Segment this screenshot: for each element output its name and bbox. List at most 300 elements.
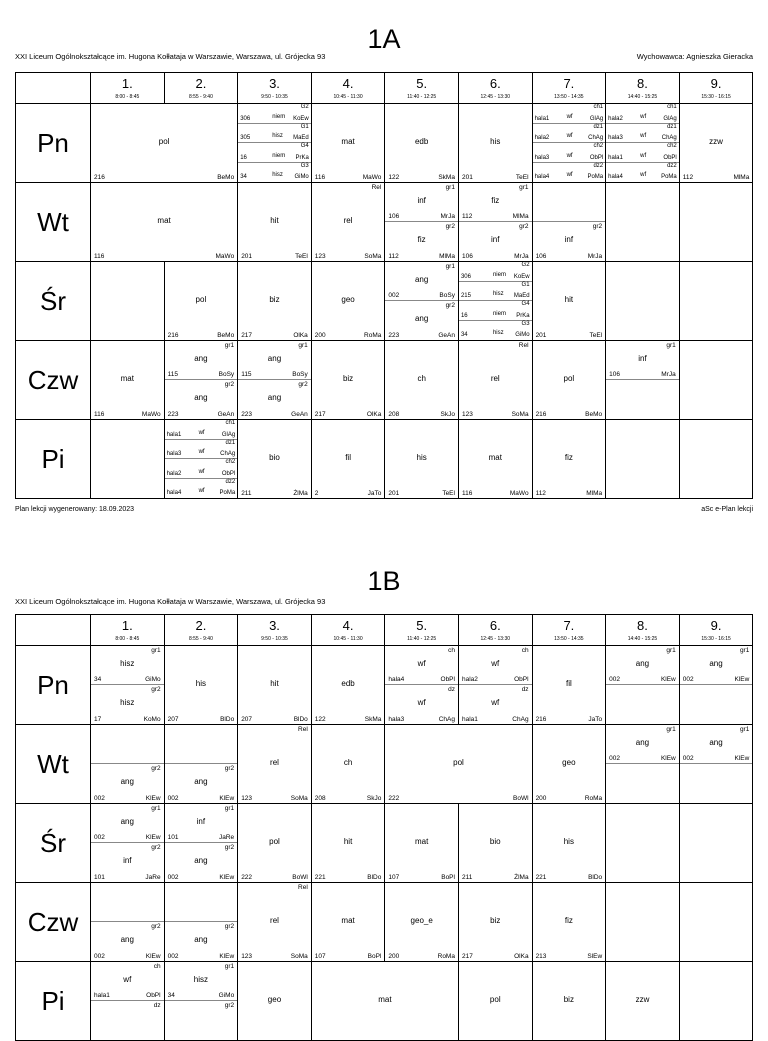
period-number: 6. — [489, 618, 501, 633]
lesson-teacher: SkJo — [440, 411, 455, 418]
lesson-cell — [679, 420, 753, 499]
period-time: 12:45 - 13:30 — [480, 94, 510, 100]
lesson-subject: ang — [194, 776, 208, 786]
lesson-teacher: BoPl — [441, 874, 455, 881]
lesson-block — [459, 104, 532, 182]
lesson-subject: pol — [269, 837, 280, 846]
lesson-room: 116 — [461, 490, 473, 497]
lesson-room: 107 — [388, 874, 400, 881]
period-header — [532, 615, 606, 646]
lesson-block — [533, 646, 606, 724]
lesson-room: 115 — [167, 371, 178, 378]
lesson-teacher: BlDo — [367, 874, 382, 881]
lesson-teacher: OlKa — [293, 332, 308, 339]
lesson-subject: hisz — [120, 697, 135, 707]
lesson-subject: wf — [566, 172, 573, 178]
period-header — [164, 73, 238, 104]
lesson-room: 106 — [609, 371, 621, 378]
lesson-teacher: TeEl — [295, 253, 308, 260]
lesson-cell — [311, 962, 458, 1041]
lesson-block — [533, 222, 606, 261]
lesson-teacher: KlEw — [219, 874, 235, 881]
period-time: 14:40 - 15:25 — [627, 94, 658, 100]
lesson-room: 106 — [461, 253, 473, 260]
lesson-room: hala2 — [461, 676, 478, 683]
day-name: Pn — [16, 104, 91, 183]
lesson-subject: geo — [341, 295, 355, 304]
lesson-teacher: MaWo — [215, 253, 235, 260]
day-name: Czw — [16, 883, 91, 962]
lesson-block — [165, 804, 238, 843]
lesson-subject: ang — [120, 776, 134, 786]
period-number: 2. — [195, 618, 207, 633]
lesson-room: 207 — [241, 716, 253, 723]
lesson-block — [680, 725, 753, 764]
lesson-subject: wf — [417, 658, 426, 668]
lesson-cell — [164, 804, 238, 883]
lesson-cell — [679, 104, 753, 183]
lesson-block — [533, 883, 606, 961]
lesson-subject: pol — [195, 295, 207, 304]
lesson-teacher: KoEw — [293, 115, 309, 122]
lesson-teacher: PrKa — [516, 312, 530, 319]
period-header-row — [16, 73, 753, 104]
lesson-room: 201 — [535, 332, 547, 339]
lesson-block — [533, 341, 606, 419]
lesson-cell — [311, 883, 385, 962]
period-header — [606, 73, 680, 104]
lesson-block — [385, 420, 458, 498]
period-time: 10:45 - 11:30 — [333, 636, 363, 642]
lesson-room: hala2 — [534, 135, 550, 141]
period-header — [238, 73, 312, 104]
lesson-block — [165, 883, 238, 922]
lesson-cell — [679, 646, 753, 725]
lesson-cell — [311, 341, 385, 420]
lesson-room: 211 — [461, 874, 473, 881]
lesson-teacher: KlEw — [734, 676, 750, 683]
lesson-block — [606, 685, 679, 724]
lesson-room: 207 — [167, 716, 179, 723]
lesson-teacher: ChAg — [438, 716, 455, 723]
lesson-subject: biz — [269, 295, 280, 304]
lesson-cell — [606, 804, 680, 883]
period-number: 1. — [121, 76, 133, 91]
lesson-room: 002 — [609, 755, 621, 762]
lesson-teacher: BlDo — [588, 874, 603, 881]
lesson-group: dz1 — [593, 123, 604, 130]
lesson-block — [238, 124, 311, 144]
lesson-block — [385, 725, 531, 803]
lesson-room: 2 — [314, 490, 319, 497]
lesson-subject: ang — [120, 934, 134, 944]
lesson-cell — [606, 962, 680, 1041]
lesson-cell — [238, 883, 312, 962]
lesson-teacher: JaTo — [588, 716, 603, 723]
lesson-block — [238, 420, 311, 498]
lesson-room: 34 — [94, 676, 102, 683]
lesson-room: 223 — [241, 411, 253, 418]
day-row — [16, 420, 753, 499]
lesson-cell — [238, 341, 312, 420]
lesson-cell — [679, 883, 753, 962]
lesson-cell — [532, 646, 606, 725]
period-header — [91, 615, 165, 646]
period-header — [679, 73, 753, 104]
lesson-block — [459, 321, 532, 340]
lesson-group: gr2 — [224, 381, 235, 388]
lesson-subject: mat — [157, 216, 171, 225]
lesson-teacher: BoSy — [292, 371, 308, 378]
lesson-group: Rel — [298, 884, 308, 891]
lesson-block — [165, 646, 238, 724]
lesson-block — [606, 163, 679, 182]
period-header — [238, 615, 312, 646]
lesson-cell — [164, 262, 238, 341]
lesson-group: gr2 — [445, 302, 455, 309]
lesson-room: 211 — [241, 490, 252, 497]
lesson-teacher: SlEw — [587, 953, 603, 960]
period-header — [91, 73, 165, 104]
lesson-block — [533, 124, 606, 144]
period-header — [532, 73, 606, 104]
lesson-block — [459, 962, 532, 1040]
lesson-subject: geo — [267, 995, 282, 1004]
lesson-subject: fil — [565, 679, 572, 688]
lesson-subject: ch — [343, 758, 353, 767]
lesson-subject: niem — [272, 113, 286, 120]
lesson-block — [91, 104, 237, 182]
lesson-subject: mat — [415, 837, 429, 846]
lesson-block — [91, 883, 164, 922]
lesson-subject: biz — [342, 374, 354, 383]
lesson-room: 16 — [460, 312, 468, 319]
corner-cell — [16, 615, 91, 646]
lesson-group: gr2 — [445, 223, 455, 230]
lesson-teacher: ObPl — [514, 676, 529, 683]
lesson-group: dz — [448, 686, 455, 693]
day-row — [16, 804, 753, 883]
lesson-group: G3 — [300, 162, 309, 169]
lesson-block — [385, 222, 458, 261]
lesson-group: gr2 — [151, 686, 161, 693]
lesson-room: 306 — [240, 115, 251, 122]
lesson-teacher: BlDo — [220, 716, 235, 723]
lesson-teacher: BoSy — [218, 371, 235, 378]
day-name: Pi — [16, 962, 91, 1041]
lesson-block — [91, 922, 164, 961]
lesson-subject: ang — [635, 737, 650, 747]
lesson-group: gr1 — [151, 647, 161, 654]
lesson-group: gr1 — [666, 726, 676, 733]
lesson-block — [238, 962, 311, 1040]
lesson-cell — [385, 883, 459, 962]
lesson-group: ch1 — [225, 420, 236, 426]
lesson-room: 200 — [535, 795, 547, 802]
lesson-room: 101 — [167, 834, 179, 841]
lesson-teacher: KlEw — [660, 676, 676, 683]
period-time: 15:30 - 16:15 — [701, 636, 731, 642]
period-number: 8. — [637, 618, 648, 633]
lesson-subject: wf — [198, 429, 205, 436]
period-number: 4. — [342, 618, 354, 633]
lesson-subject: wf — [566, 152, 573, 159]
lesson-cell — [532, 420, 606, 499]
corner-cell — [16, 73, 91, 104]
class-title: 1B — [367, 566, 401, 596]
period-header — [164, 615, 238, 646]
period-time: 13:50 - 14:35 — [554, 636, 584, 642]
lesson-group: ch1 — [667, 104, 677, 110]
lesson-room: 222 — [388, 795, 400, 802]
lesson-cell — [606, 183, 680, 262]
lesson-block — [91, 962, 164, 1001]
lesson-room: 34 — [460, 332, 468, 338]
day-name: Wt — [16, 183, 91, 262]
lesson-block — [459, 685, 532, 724]
lesson-block — [533, 262, 606, 340]
lesson-cell — [91, 646, 165, 725]
lesson-group: gr2 — [224, 1002, 235, 1009]
lesson-cell — [238, 183, 312, 262]
period-header-row — [16, 615, 753, 646]
lesson-group: G2 — [300, 104, 309, 110]
lesson-block — [385, 883, 458, 961]
day-name: Śr — [16, 804, 91, 883]
lesson-block — [606, 341, 679, 380]
lesson-group: gr1 — [151, 805, 161, 812]
lesson-room: hala4 — [166, 490, 182, 496]
lesson-cell — [164, 341, 238, 420]
lesson-teacher: BoSy — [439, 292, 455, 299]
lesson-subject: wf — [566, 113, 573, 120]
lesson-block — [91, 804, 164, 843]
lesson-teacher: GeAn — [438, 332, 455, 339]
lesson-group: gr1 — [445, 263, 455, 270]
lesson-subject: wf — [640, 172, 647, 178]
lesson-group: ch — [521, 647, 529, 654]
lesson-cell — [679, 725, 753, 804]
lesson-room: 201 — [241, 253, 253, 260]
lesson-room: 116 — [94, 411, 105, 418]
lesson-subject: wf — [640, 113, 647, 120]
lesson-room: hala1 — [608, 154, 623, 161]
lesson-teacher: RoMa — [364, 332, 382, 339]
lesson-block — [606, 380, 679, 419]
lesson-subject: niem — [492, 271, 506, 278]
lesson-subject: pol — [563, 374, 575, 383]
lesson-cell — [606, 104, 680, 183]
lesson-teacher: MaWo — [509, 490, 529, 497]
period-number: 9. — [710, 618, 722, 633]
lesson-subject: inf — [196, 816, 206, 826]
lesson-group: Rel — [371, 184, 382, 191]
lesson-teacher: ŻlMa — [293, 490, 308, 497]
lesson-cell — [311, 420, 385, 499]
lesson-block — [165, 341, 238, 380]
lesson-room: 112 — [388, 253, 399, 260]
lesson-subject: wf — [198, 468, 205, 475]
lesson-cell — [679, 262, 753, 341]
lesson-cell — [164, 883, 238, 962]
period-header — [385, 615, 459, 646]
lesson-block — [385, 262, 458, 301]
lesson-block — [459, 301, 532, 321]
lesson-group: gr1 — [445, 184, 455, 191]
lesson-block — [165, 725, 238, 764]
lesson-block — [312, 341, 385, 419]
lesson-group: ch — [153, 963, 161, 970]
lesson-subject: ang — [194, 392, 208, 402]
lesson-subject: mat — [120, 374, 134, 383]
lesson-cell — [532, 962, 606, 1041]
lesson-group: gr1 — [739, 647, 750, 654]
lesson-block — [312, 804, 385, 882]
lesson-room: hala3 — [534, 154, 550, 161]
lesson-subject: rel — [343, 216, 353, 225]
lesson-subject: ang — [709, 737, 723, 747]
lesson-room: 002 — [167, 953, 179, 960]
day-row — [16, 183, 753, 262]
lesson-group: gr1 — [224, 342, 235, 349]
day-row — [16, 725, 753, 804]
lesson-block — [91, 843, 164, 882]
lesson-subject: bio — [489, 837, 501, 846]
period-header — [311, 615, 385, 646]
lesson-room: 116 — [314, 174, 326, 181]
lesson-cell — [311, 804, 385, 883]
lesson-cell — [311, 262, 385, 341]
lesson-subject: wf — [491, 697, 500, 707]
lesson-cell — [606, 262, 680, 341]
lesson-room: hala4 — [388, 676, 405, 683]
lesson-room: 112 — [535, 490, 546, 497]
lesson-group: ch2 — [667, 143, 677, 149]
lesson-teacher: MrJa — [514, 253, 529, 260]
lesson-block — [533, 804, 606, 882]
lesson-room: 002 — [609, 676, 621, 683]
lesson-room: hala3 — [388, 716, 405, 723]
lesson-block — [459, 646, 532, 685]
lesson-room: 200 — [388, 953, 400, 960]
lesson-subject: edb — [341, 679, 355, 688]
lesson-cell — [238, 104, 312, 183]
lesson-block — [459, 420, 532, 498]
lesson-group: G1 — [521, 281, 530, 288]
lesson-subject: wf — [123, 974, 132, 984]
period-number: 9. — [710, 76, 722, 91]
lesson-teacher: GlAg — [221, 431, 236, 438]
lesson-room: 123 — [241, 795, 253, 802]
period-number: 5. — [416, 76, 428, 91]
lesson-group: ch — [448, 647, 455, 654]
period-time: 9:50 - 10:35 — [261, 94, 288, 100]
lesson-teacher: MlMa — [586, 490, 603, 497]
period-time: 8:00 - 8:45 — [115, 636, 140, 642]
lesson-group: gr1 — [739, 726, 750, 733]
lesson-teacher: MaWo — [141, 411, 161, 418]
lesson-subject: fiz — [564, 916, 573, 925]
period-time: 12:45 - 13:30 — [480, 636, 510, 642]
lesson-room: hala2 — [166, 470, 182, 477]
lesson-teacher: SkMa — [364, 716, 382, 723]
lesson-teacher: MlMa — [439, 253, 455, 260]
lesson-teacher: GeAn — [217, 411, 235, 418]
lesson-room: 002 — [94, 953, 105, 960]
lesson-group: gr2 — [519, 223, 529, 230]
lesson-subject: rel — [270, 916, 279, 925]
lesson-room: 122 — [314, 716, 326, 723]
lesson-group: gr2 — [592, 223, 603, 230]
lesson-subject: ang — [267, 392, 282, 402]
day-row — [16, 104, 753, 183]
lesson-teacher: GlAg — [589, 115, 604, 122]
lesson-block — [312, 420, 385, 498]
lesson-teacher: GiMo — [218, 992, 235, 999]
lesson-room: 002 — [94, 795, 105, 802]
lesson-teacher: TeEl — [442, 490, 455, 497]
lesson-group: gr2 — [298, 381, 308, 388]
period-number: 1. — [121, 618, 133, 633]
lesson-cell — [91, 104, 238, 183]
lesson-subject: wf — [566, 133, 573, 139]
lesson-teacher: BoWl — [513, 795, 529, 802]
lesson-block — [238, 262, 311, 340]
lesson-cell — [238, 962, 312, 1041]
lesson-cell — [91, 725, 165, 804]
lesson-teacher: MrJa — [661, 371, 676, 378]
lesson-room: hala2 — [608, 115, 623, 122]
lesson-subject: his — [563, 837, 574, 846]
lesson-subject: inf — [564, 234, 574, 244]
lesson-room: 306 — [460, 273, 471, 280]
lesson-subject: niem — [272, 152, 286, 159]
lesson-subject: ang — [120, 816, 134, 826]
lesson-subject: hisz — [492, 291, 504, 297]
lesson-room: hala3 — [608, 135, 623, 141]
lesson-cell — [311, 646, 385, 725]
lesson-block — [606, 646, 679, 685]
lesson-group: dz2 — [667, 162, 677, 169]
lesson-cell — [164, 962, 238, 1041]
lesson-block — [165, 380, 238, 419]
period-header — [606, 615, 680, 646]
lesson-subject: inf — [638, 353, 647, 363]
period-time: 8:55 - 9:40 — [188, 94, 213, 100]
lesson-room: 123 — [241, 953, 253, 960]
lesson-block — [238, 883, 311, 961]
lesson-block — [238, 183, 311, 261]
period-time: 11:40 - 12:25 — [407, 94, 437, 100]
lesson-group: Rel — [298, 726, 308, 733]
lesson-teacher: SoMa — [290, 795, 308, 802]
period-header — [679, 615, 753, 646]
period-number: 2. — [195, 76, 207, 91]
lesson-subject: hit — [270, 216, 279, 225]
lesson-teacher: KoEw — [513, 273, 530, 280]
lesson-room: 112 — [682, 174, 694, 181]
lesson-cell — [91, 883, 165, 962]
lesson-room: 201 — [388, 490, 400, 497]
class-title: 1A — [367, 24, 401, 54]
lesson-block — [459, 341, 532, 419]
lesson-teacher: GiMo — [145, 676, 161, 683]
lesson-room: 107 — [314, 953, 326, 960]
lesson-room: 002 — [682, 755, 694, 762]
lesson-subject: fiz — [491, 195, 500, 205]
lesson-subject: wf — [491, 658, 500, 668]
lesson-teacher: KlEw — [145, 834, 161, 841]
